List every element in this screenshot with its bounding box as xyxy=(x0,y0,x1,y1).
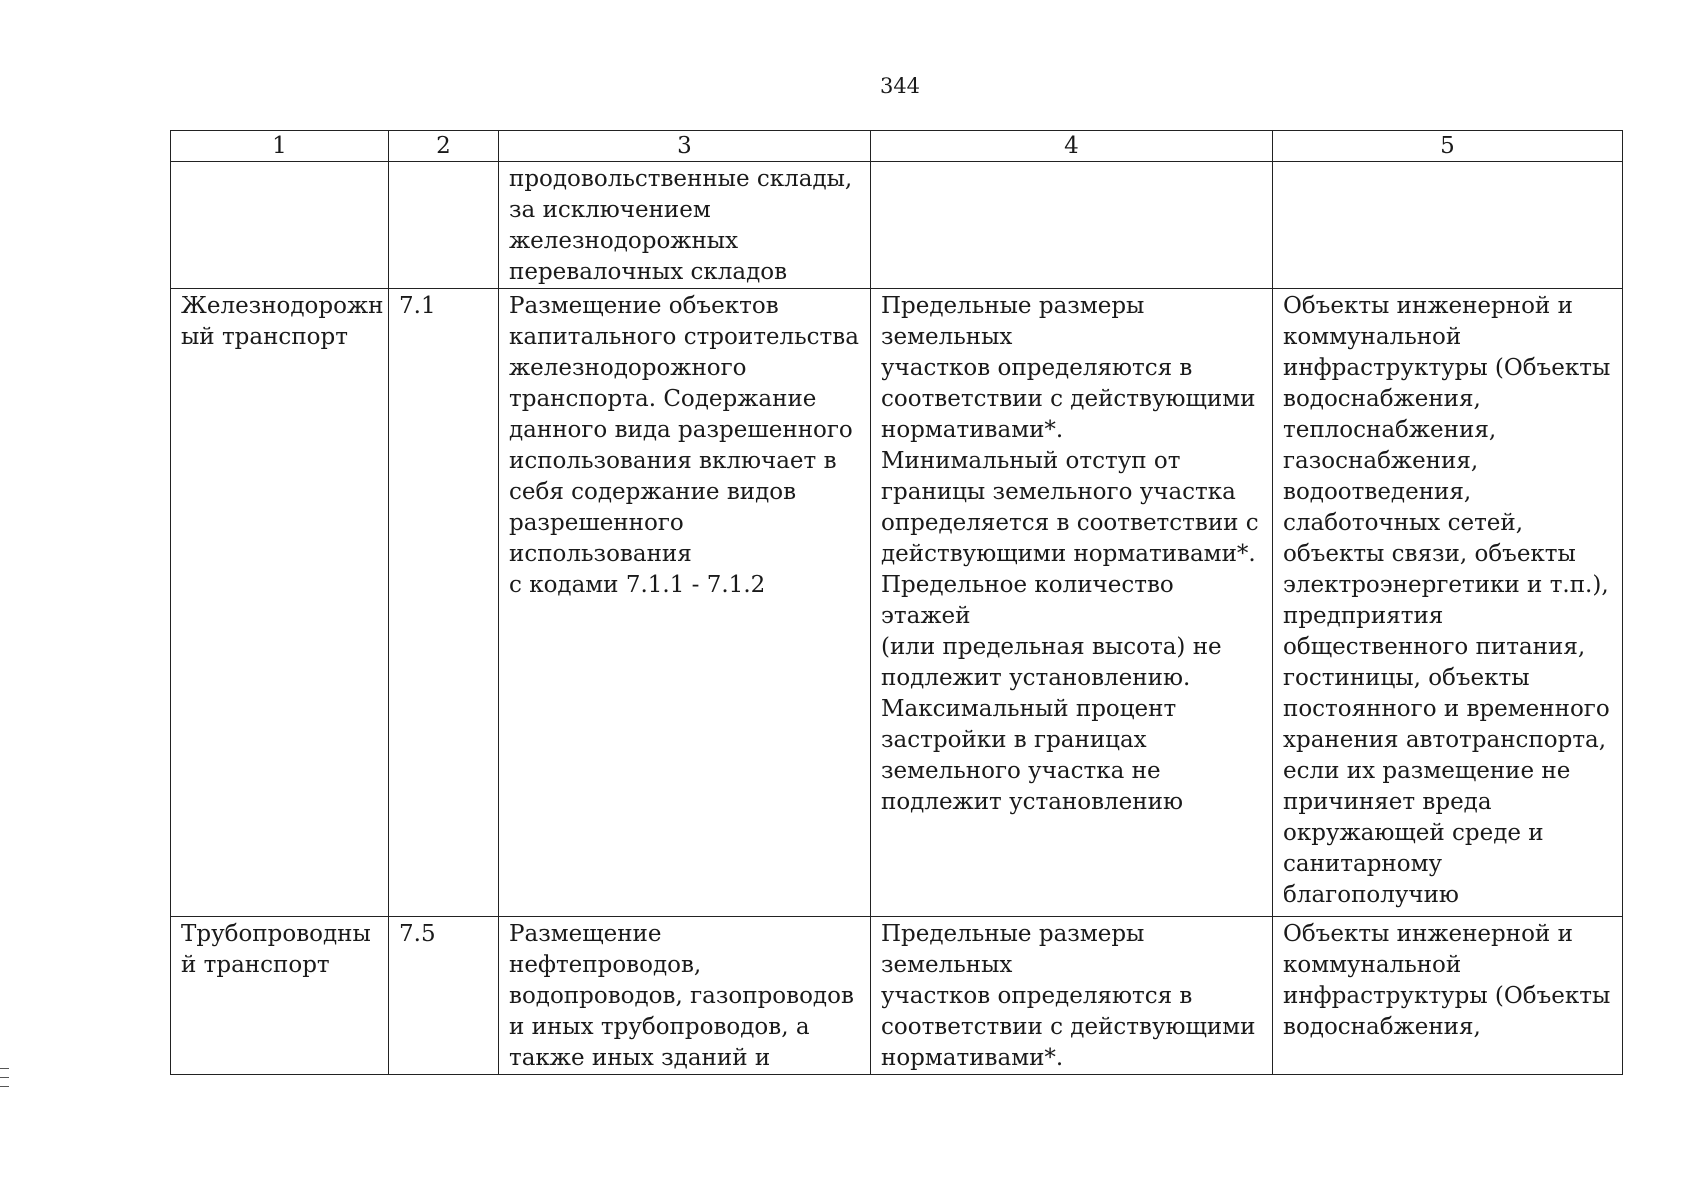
use-description-cell: Размещение нефтепроводов, водопроводов, газопроводов и иных трубопроводов, а также иных зданий и xyxy=(499,917,871,1075)
column-header-5: 5 xyxy=(1273,131,1623,162)
parameters-cell: Предельные размеры земельных участков определяются в соответствии с действующими нормативами*. Минимальный отступ от границы земельного участка определяется в соответствии с действующими нормативами*. Предельное количество этажей (или предельная высота) не подлежит установлению. Максимальный процент застройки в границах земельного участка не подлежит установлению xyxy=(871,289,1273,917)
parameters-cell: Предельные размеры земельных участков определяются в соответствии с действующими нормативами*. xyxy=(871,917,1273,1075)
column-header-2: 2 xyxy=(389,131,499,162)
table-header-row xyxy=(171,131,1623,162)
use-description-cell: Размещение объектов капитального строительства железнодорожного транспорта. Содержание данного вида разрешенного использования включает в себя содержание видов разрешенного использования с кодами 7.1.1 - 7.1.2 xyxy=(499,289,871,917)
auxiliary-uses-cell: Объекты инженерной и коммунальной инфраструктуры (Объекты водоснабжения, теплоснабжения, газоснабжения, водоотведения, слаботочных сетей, объекты связи, объекты электроэнергетики и т.п.), предприятия общественного питания, гостиницы, объекты постоянного и временного хранения автотранспорта, если их размещение не причиняет вреда окружающей среде и санитарному благополучию xyxy=(1273,289,1623,917)
auxiliary-uses-cell xyxy=(1273,162,1623,289)
auxiliary-uses-cell: Объекты инженерной и коммунальной инфраструктуры (Объекты водоснабжения, xyxy=(1273,917,1623,1075)
page-number: 344 xyxy=(879,74,921,98)
column-header-3: 3 xyxy=(499,131,871,162)
use-code-cell xyxy=(389,162,499,289)
margin-tick xyxy=(0,1068,9,1069)
use-name-cell xyxy=(171,162,389,289)
zoning-table xyxy=(170,130,1623,1075)
table-row xyxy=(171,289,1623,917)
table-row xyxy=(171,917,1623,1075)
column-header-1: 1 xyxy=(171,131,389,162)
binding-marks xyxy=(0,1068,10,1095)
parameters-cell xyxy=(871,162,1273,289)
use-code-cell: 7.1 xyxy=(389,289,499,917)
use-name-cell: Железнодорожн ый транспорт xyxy=(171,289,389,917)
use-description-cell: продовольственные склады, за исключением железнодорожных перевалочных складов xyxy=(499,162,871,289)
column-header-4: 4 xyxy=(871,131,1273,162)
use-code-cell: 7.5 xyxy=(389,917,499,1075)
use-name-cell: Трубопроводны й транспорт xyxy=(171,917,389,1075)
margin-tick xyxy=(0,1077,9,1078)
margin-tick xyxy=(0,1086,9,1087)
table-row xyxy=(171,162,1623,289)
